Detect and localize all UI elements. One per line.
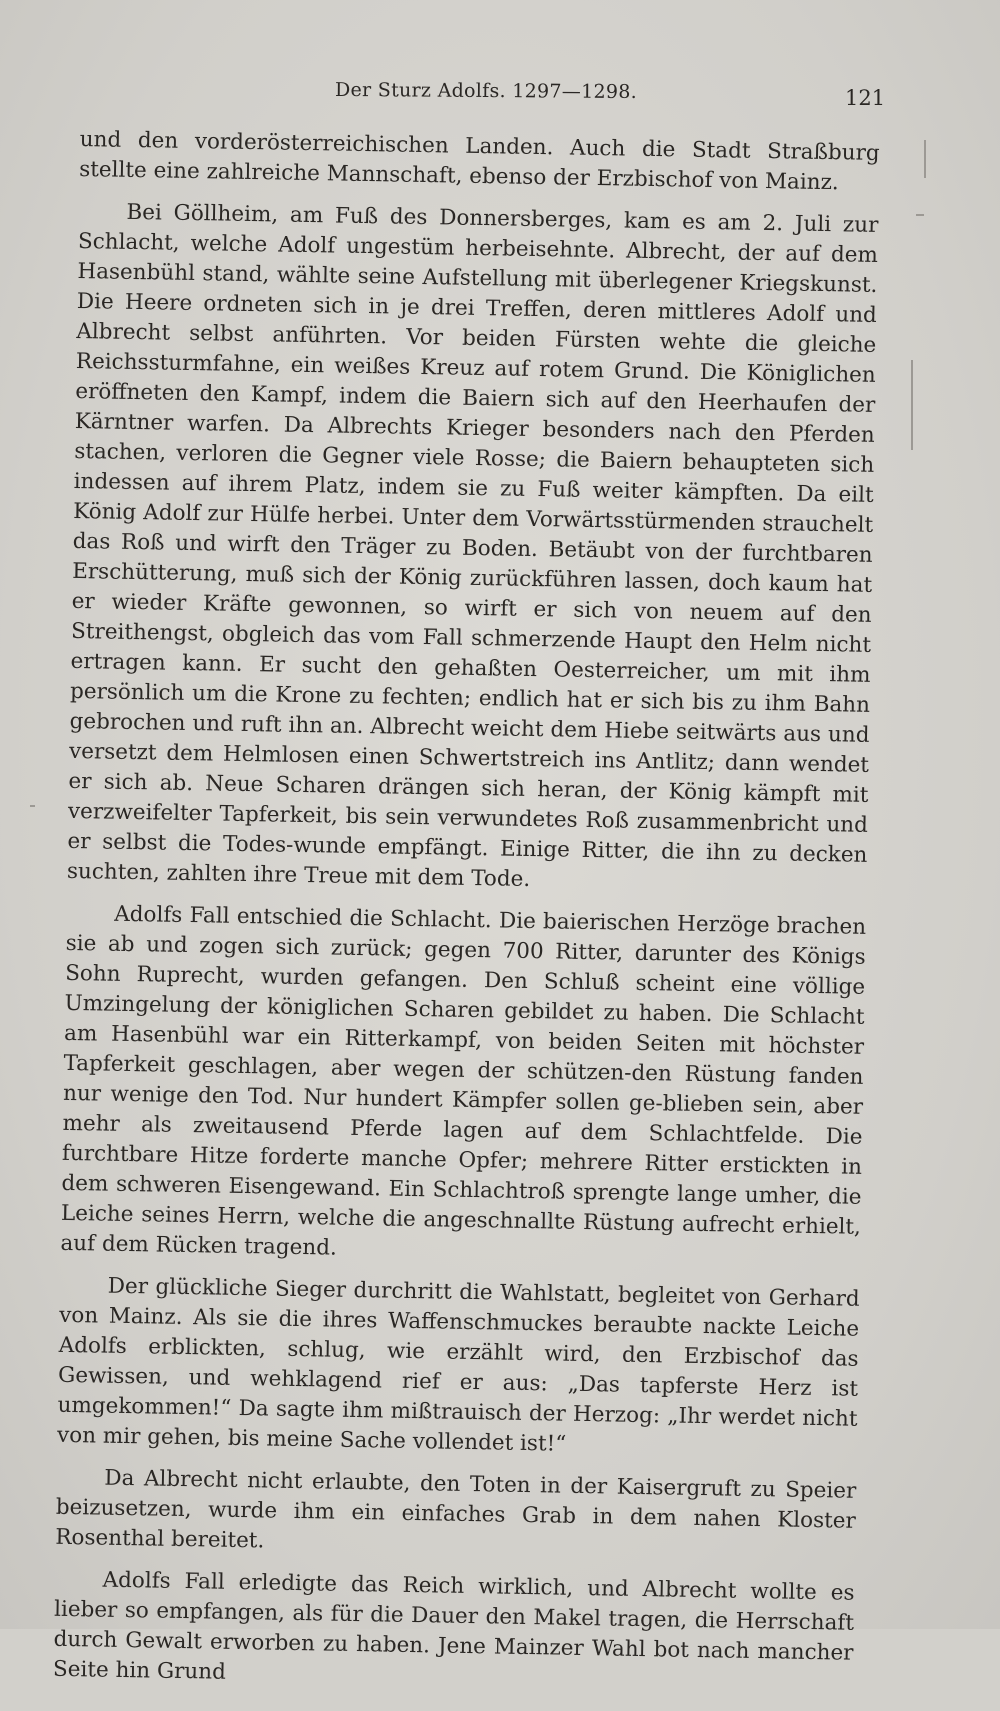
page-header [0, 78, 1000, 118]
paragraph-victor-on-battlefield: Der glückliche Sieger durchritt die Wahlstatt, begleitet von Gerhard von Mainz. Als sie die ihres Waffenschmuckes beraubte nackte Leiche Adolfs erblickten, schlug, wie erzählt wird, den Erzbischof das Gewissen, und wehklagend rief er aus: „Das tapferste Herz ist umgekommen!“ Da sagte ihm mißtrauisch der Herzog: „Ihr werdet nicht von mir gehen, bis meine Sache vollendet ist!“ [56, 1273, 860, 1457]
running-head: Der Sturz Adolfs. 1297—1298. [334, 78, 638, 104]
margin-mark-right-2 [916, 214, 924, 216]
paragraph-burial: Da Albrecht nicht erlaubte, den Toten in der Kaisergruft zu Speier beizusetzen, wurde ihm ein einfaches Grab in dem nahen Kloster Rosenthal bereitet. [55, 1465, 857, 1554]
margin-mark-right-3 [911, 360, 913, 450]
body-text [53, 125, 880, 1711]
paragraph-battle-of-goellheim: Bei Göllheim, am Fuß des Donnersberges, kam es am 2. Juli zur Schlacht, welche Adolf ungestüm herbeisehnte. Albrecht, der auf dem Hasenbühl stand, wählte seine Aufstellung mit überlegener Kriegskunst. Die Heere ordneten sich in je drei Treffen, deren mittleres Adolf und Albrecht selbst anführten. Vor beiden Fürsten wehte die gleiche Reichssturmfahne, ein weißes Kreuz auf rotem Grund. Die Königlichen eröffneten den Kampf, indem die Baiern sich auf den Heerhaufen der Kärntner warfen. Da Albrechts Krieger besonders nach den Pferden stachen, verloren die Gegner viele Rosse; die Baiern behaupteten sich indessen auf ihrem Platz, indem sie zu Fuß weiter kämpften. Da eilt König Adolf zur Hülfe herbei. Unter dem Vorwärtsstürmenden strauchelt das Roß und wirft den Träger zu Boden. Betäubt von der furchtbaren Erschütterung, muß sich der König zurückführen lassen, doch kaum hat er wieder Kräfte gewonnen, so wirft er sich von neuem auf den Streithengst, obgleich das vom Fall schmerzende Haupt den Helm nicht ertragen kann. Er sucht den gehaßten Oesterreicher, um mit ihm persönlich um die Krone zu fechten; endlich hat er sich bis zu ihm Bahn gebrochen und ruft ihn an. Albrecht weicht dem Hiebe seitwärts aus und versetzt dem Helmlosen einen Schwertstreich ins Antlitz; dann wendet er sich ab. Neue Scharen drängen sich heran, der König kämpft mit verzweifelter Tapferkeit, bis sein verwundetes Roß zusammenbricht und er selbst die Todes-wunde empfängt. Einige Ritter, die ihn zu decken suchten, zahlten ihre Treue mit dem Tode. [66, 199, 879, 892]
margin-mark-right-1 [924, 140, 926, 178]
page-number: 121 [845, 86, 886, 110]
paragraph-adolfs-fall: Adolfs Fall entschied die Schlacht. Die baierischen Herzöge brachen sie ab und zogen sich zurück; gegen 700 Ritter, darunter des Königs Sohn Ruprecht, wurden gefangen. Den Schluß scheint eine völlige Umzingelung der königlichen Scharen gebildet zu haben. Die Schlacht am Hasenbühl war ein Ritterkampf, von beiden Seiten mit höchster Tapferkeit geschlagen, aber wegen der schützen-den Rüstung fanden nur wenige den Tod. Nur hundert Kämpfer sollen ge-blieben sein, aber mehr als zweitausend Pferde lagen auf dem Schlachtfelde. Die furchtbare Hitze forderte manche Opfer; mehrere Ritter erstickten in dem schweren Eisengewand. Ein Schlachtroß sprengte lange umher, die Leiche seines Herrn, welche die angeschnallte Rüstung aufrecht erhielt, auf dem Rücken tragend. [60, 901, 867, 1261]
margin-mark-left-1 [30, 805, 35, 807]
paragraph-continuation: und den vorderösterreichischen Landen. Auch die Stadt Straßburg stellte eine zahlreiche Mannschaft, ebenso der Erzbischof von Mainz. [79, 126, 880, 196]
paragraph-consequence: Adolfs Fall erledigte das Reich wirklich, und Albrecht wollte es lieber so empfangen, als für die Dauer den Makel tragen, die Herrschaft durch Gewalt erworben zu haben. Jene Mainzer Wahl bot nach mancher Seite hin Grund [52, 1567, 855, 1685]
